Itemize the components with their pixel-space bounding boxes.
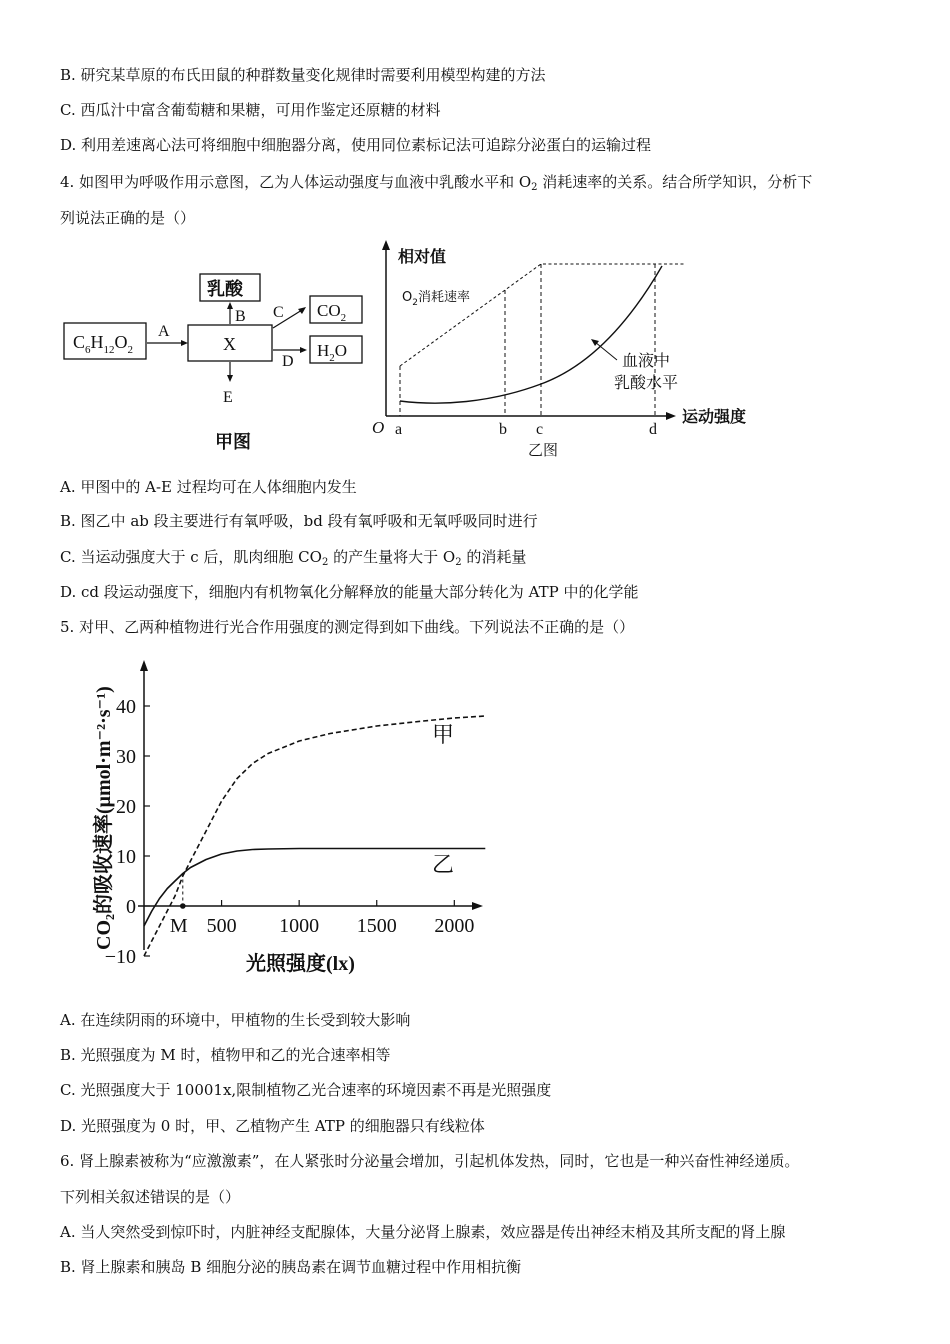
q5-photosynthesis-chart xyxy=(70,650,500,985)
arrow-d-label: D xyxy=(282,353,294,370)
glucose-formula: $C_6H_{12}O_2$ xyxy=(73,332,134,356)
q5-y-tick-label: 0 xyxy=(126,896,136,918)
q5-x-tick-label: 1000 xyxy=(279,915,320,937)
h2o-formula: $H_2O$ xyxy=(317,341,348,364)
q5-x-tick-label: M xyxy=(169,915,188,937)
q5-x-tick-label: 2000 xyxy=(434,915,475,937)
q6-option-b: B. 肾上腺素和胰岛 B 细胞分泌的胰岛素在调节血糖过程中作用相抗衡 xyxy=(60,1258,522,1276)
q5-y-tick-label: 30 xyxy=(116,746,136,768)
q6-stem-line1: 6. 肾上腺素被称为“应激激素”，在人紧张时分泌量会增加，引起机体发热，同时，它也是一种兴奋性神经递质。 xyxy=(60,1152,800,1170)
q5-x-axis-label: 光照强度(lx) xyxy=(246,953,355,975)
arrow-e-label: E xyxy=(223,389,233,406)
q4-stem-line2: 列说法正确的是（） xyxy=(60,209,196,227)
x-label: X xyxy=(223,334,236,354)
q5-m-point xyxy=(180,903,186,909)
yi-lactate-label-2: 乳酸水平 xyxy=(614,373,679,392)
q5-series-label: 甲 xyxy=(432,723,455,748)
q3-option-c: C. 西瓜汁中富含葡萄糖和果糖，可用作鉴定还原糖的材料 xyxy=(60,101,441,119)
yi-y-axis-label: 相对值 xyxy=(398,247,447,266)
yi-tick-c: c xyxy=(536,421,544,438)
yi-tick-b: b xyxy=(499,421,507,438)
figure-yi-caption: 乙图 xyxy=(528,441,559,459)
q5-option-b: B. 光照强度为 M 时，植物甲和乙的光合速率相等 xyxy=(60,1046,391,1064)
q3-option-d: D. 利用差速离心法可将细胞中细胞器分离，使用同位素标记法可追踪分泌蛋白的运输过程 xyxy=(60,136,652,154)
yi-x-axis-label: 运动强度 xyxy=(682,407,747,426)
lactic-acid-label: 乳酸 xyxy=(207,279,243,300)
q5-x-tick-label: 500 xyxy=(206,915,237,937)
figure-jia-caption: 甲图 xyxy=(215,432,251,453)
q5-x-tick-label: 1500 xyxy=(356,915,397,937)
yi-tick-a: a xyxy=(395,421,403,438)
q5-y-axis-label: CO₂的吸收速率(μmol·m⁻²·s⁻¹) xyxy=(93,686,115,950)
q4-option-c: C. 当运动强度大于 c 后，肌肉细胞 $CO_2$ 的产生量将大于 $O_2$ 的消耗量 xyxy=(60,548,527,568)
arrow-c-label: C xyxy=(273,304,284,321)
q5-option-c: C. 光照强度大于 10001x,限制植物乙光合速率的环境因素不再是光照强度 xyxy=(60,1081,552,1099)
co2-formula: $CO_2$ xyxy=(317,301,347,324)
q5-option-d: D. 光照强度为 0 时，甲、乙植物产生 ATP 的细胞器只有线粒体 xyxy=(60,1117,485,1135)
q5-y-tick-label: 40 xyxy=(116,696,136,718)
figure-jia-respiration-diagram xyxy=(55,260,375,460)
q4-option-d: D. cd 段运动强度下，细胞内有机物氧化分解释放的能量大部分转化为 ATP 中的化学能 xyxy=(60,583,639,601)
q5-y-tick-label: 10 xyxy=(116,846,136,868)
yi-o2-label: $O_2$消耗速率 xyxy=(402,290,470,308)
yi-tick-d: d xyxy=(649,421,657,438)
arrow-a-label: A xyxy=(158,323,170,340)
yi-lactate-label-1: 血液中 xyxy=(622,351,671,370)
figure-yi-chart xyxy=(370,238,770,463)
q5-y-tick-label: 20 xyxy=(116,796,136,818)
q6-stem-line2: 下列相关叙述错误的是（） xyxy=(60,1188,241,1206)
arrow-b-label: B xyxy=(235,308,246,325)
q5-option-a: A. 在连续阴雨的环境中，甲植物的生长受到较大影响 xyxy=(60,1011,411,1029)
q5-y-tick-label: −10 xyxy=(104,946,136,968)
q4-option-a: A. 甲图中的 A-E 过程均可在人体细胞内发生 xyxy=(60,478,357,496)
q4-option-b: B. 图乙中 ab 段主要进行有氧呼吸，bd 段有氧呼吸和无氧呼吸同时进行 xyxy=(60,512,538,530)
q5-stem: 5. 对甲、乙两种植物进行光合作用强度的测定得到如下曲线。下列说法不正确的是（） xyxy=(60,618,635,636)
q5-series-label: 乙 xyxy=(432,853,455,878)
q6-option-a: A. 当人突然受到惊吓时，内脏神经支配腺体，大量分泌肾上腺素，效应器是传出神经末梢及其所支配的肾上腺 xyxy=(60,1223,786,1241)
q3-option-b: B. 研究某草原的布氏田鼠的种群数量变化规律时需要利用模型构建的方法 xyxy=(60,66,546,84)
yi-origin-label: O xyxy=(372,418,385,437)
q4-stem-line1: 4. 如图甲为呼吸作用示意图，乙为人体运动强度与血液中乳酸水平和 $O_2$ 消耗速率的关系。结合所学知识，分析下 xyxy=(60,173,813,193)
